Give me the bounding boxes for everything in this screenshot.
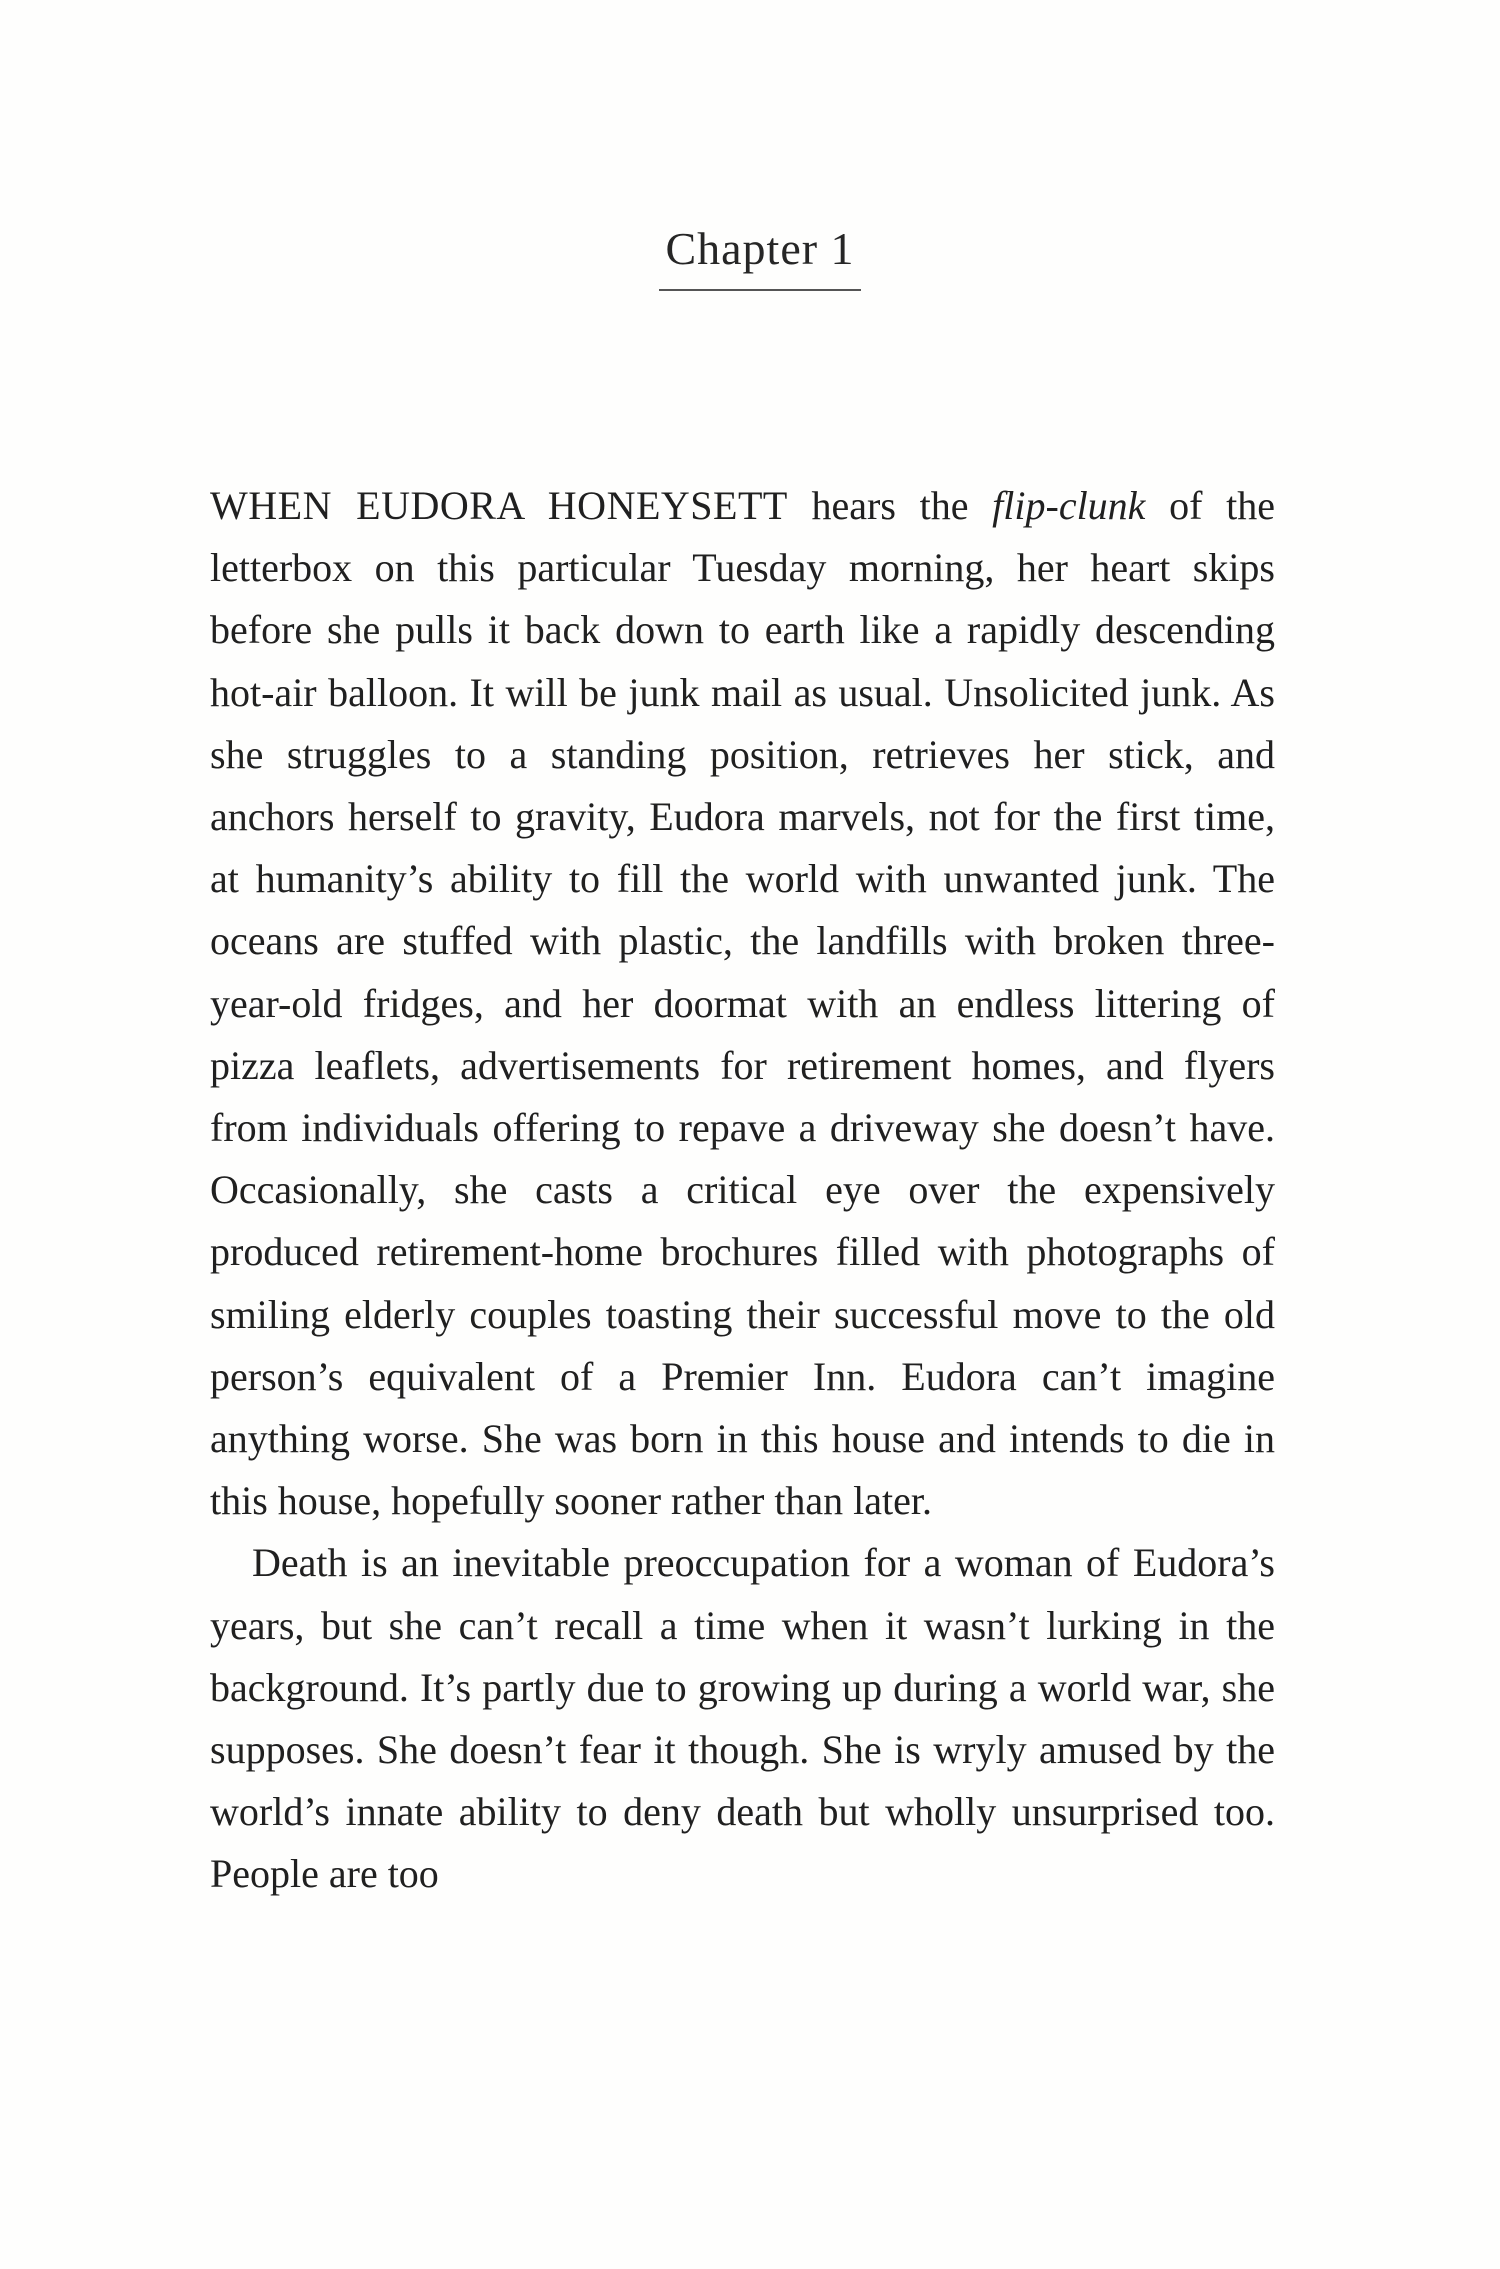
chapter-title: Chapter 1	[659, 222, 860, 291]
opening-words: WHEN EUDORA HONEYSETT	[210, 483, 788, 528]
onomatopoeia-italic: flip-clunk	[992, 483, 1146, 528]
chapter-body	[210, 475, 1275, 1906]
chapter-heading	[0, 222, 1500, 291]
paragraph-1	[210, 475, 1275, 1532]
paragraph-2: Death is an inevitable preoccupation for a woman of Eudora’s years, but she can’t recall a time when it wasn’t lurking in the background. It’s partly due to growing up during a world war, she supposes. She doesn’t fear it though. She is wryly amused by the world’s innate ability to deny death but wholly unsurprised too. People are too	[210, 1540, 1275, 1897]
paragraph-1-text: of the letterbox on this particular Tuesday morning, her heart skips before she pulls it back down to earth like a rapidly descending hot-air balloon. It will be junk mail as usual. Unsolicited junk. As she struggles to a standing position, retrieves her stick, and anchors herself to gravity, Eudora marvels, not for the first time, at humanity’s ability to fill the world with unwanted junk. The oceans are stuffed with plastic, the landfills with broken three-year-old fridges, and her doormat with an endless littering of pizza leaflets, advertisements for retirement homes, and flyers from individuals offering to repave a driveway she doesn’t have. Occasionally, she casts a critical eye over the expensively produced retirement-home brochures filled with photographs of smiling elderly couples toasting their successful move to the old person’s equivalent of a Premier Inn. Eudora can’t imagine anything worse. She was born in this house and intends to die in this house, hopefully sooner rather than later.	[210, 483, 1275, 1524]
paragraph-1-lead: hears the	[787, 483, 993, 528]
